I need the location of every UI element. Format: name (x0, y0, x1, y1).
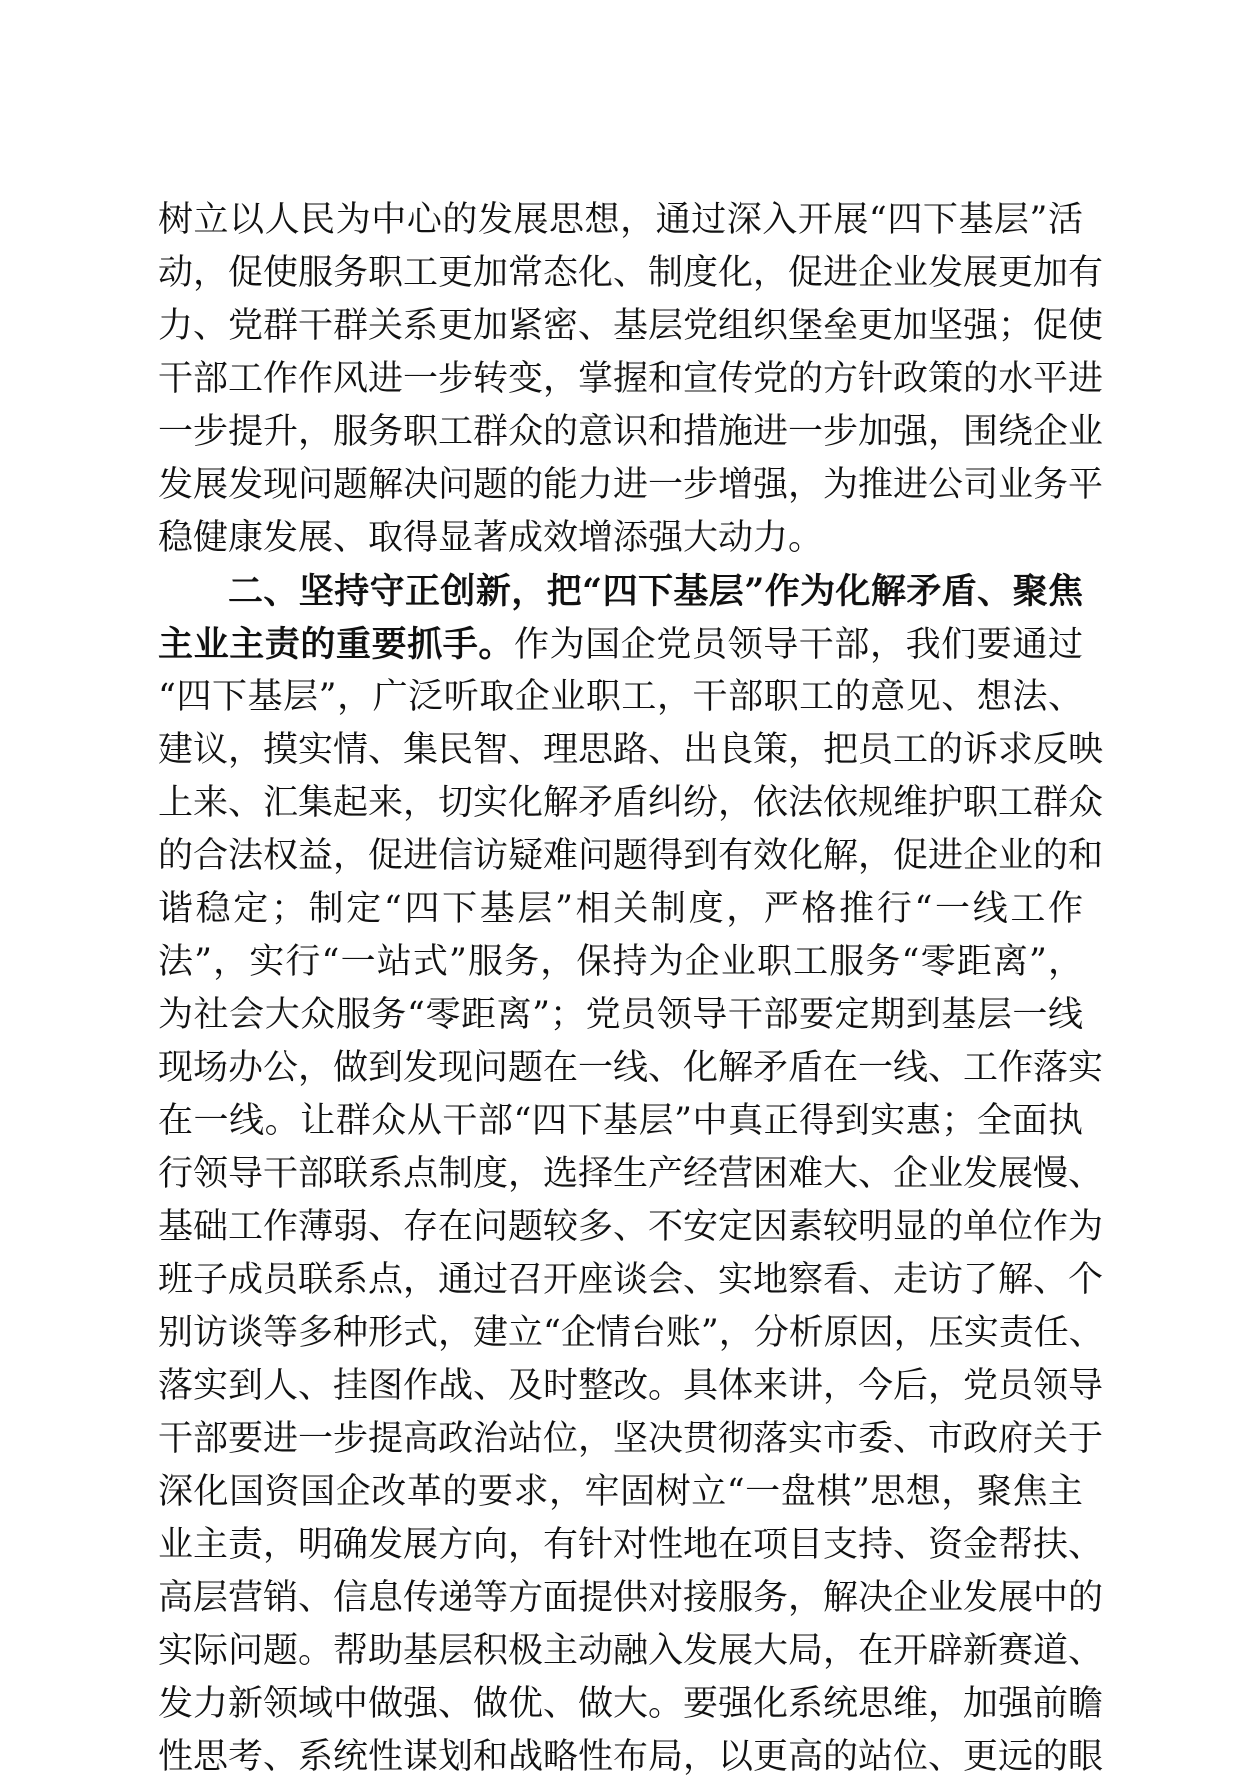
text-line: 别访谈等多种形式，建立“企情台账”，分析原因，压实责任、 (158, 1313, 1104, 1353)
text-line: 法”，实行“一站式”服务，保持为企业职工服务“零距离”， (158, 942, 1083, 982)
text-line: 现场办公，做到发现问题在一线、化解矛盾在一线、工作落实 (158, 1048, 1104, 1088)
text-line: 性思考、系统性谋划和战略性布局，以更高的站位、更远的眼 (158, 1737, 1104, 1777)
text-line: 为社会大众服务“零距离”；党员领导干部要定期到基层一线 (158, 995, 1083, 1035)
text-line: 一步提升，服务职工群众的意识和措施进一步加强，围绕企业 (158, 412, 1104, 452)
text-line: 动，促使服务职工更加常态化、制度化，促进企业发展更加有 (158, 253, 1104, 293)
text-line: 发展发现问题解决问题的能力进一步增强，为推进公司业务平 (158, 465, 1104, 505)
text-line: 的合法权益，促进信访疑难问题得到有效化解，促进企业的和 (158, 836, 1104, 876)
text-line: 深化国资国企改革的要求，牢固树立“一盘棋”思想，聚焦主 (158, 1472, 1083, 1512)
document-body (158, 194, 1104, 1784)
section-heading-bold: 主业主责的重要抓手。 (158, 624, 514, 665)
text-line: 力、党群干群关系更加紧密、基层党组织堡垒更加坚强；促使 (158, 306, 1104, 346)
text-line: 实际问题。帮助基层积极主动融入发展大局，在开辟新赛道、 (158, 1631, 1104, 1671)
text-line: 行领导干部联系点制度，选择生产经营困难大、企业发展慢、 (158, 1154, 1104, 1194)
text-line: 树立以人民为中心的发展思想，通过深入开展“四下基层”活 (158, 200, 1083, 240)
text-line: 干部工作作风进一步转变，掌握和宣传党的方针政策的水平进 (158, 359, 1104, 399)
section-heading: 二、坚持守正创新，把“四下基层”作为化解矛盾、聚焦 (228, 571, 1083, 612)
text-line: 干部要进一步提高政治站位，坚决贯彻落实市委、市政府关于 (158, 1419, 1104, 1459)
text-line: 发力新领域中做强、做优、做大。要强化系统思维，加强前瞻 (158, 1684, 1104, 1724)
text-line: 高层营销、信息传递等方面提供对接服务，解决企业发展中的 (158, 1578, 1104, 1618)
text-line: 谐稳定；制定“四下基层”相关制度，严格推行“一线工作 (158, 889, 1083, 929)
section-heading-rest: 作为国企党员领导干部，我们要通过 (514, 625, 1083, 665)
text-line: 业主责，明确发展方向，有针对性地在项目支持、资金帮扶、 (158, 1525, 1104, 1565)
text-line: 在一线。让群众从干部“四下基层”中真正得到实惠；全面执 (158, 1101, 1083, 1141)
text-line: 稳健康发展、取得显著成效增添强大动力。 (158, 518, 824, 558)
text-line: 上来、汇集起来，切实化解矛盾纠纷，依法依规维护职工群众 (158, 783, 1104, 823)
text-line: 建议，摸实情、集民智、理思路、出良策，把员工的诉求反映 (158, 730, 1104, 770)
section-heading-continuation (158, 618, 1083, 671)
text-line: 班子成员联系点，通过召开座谈会、实地察看、走访了解、个 (158, 1260, 1104, 1300)
text-line: 基础工作薄弱、存在问题较多、不安定因素较明显的单位作为 (158, 1207, 1104, 1247)
text-line: 落实到人、挂图作战、及时整改。具体来讲，今后，党员领导 (158, 1366, 1104, 1406)
text-line: “四下基层”，广泛听取企业职工，干部职工的意见、想法、 (158, 677, 1083, 717)
